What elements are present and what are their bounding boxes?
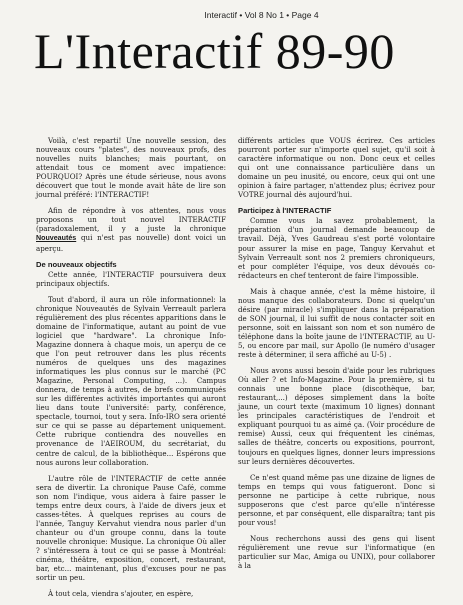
rubric-survival-paragraph: Ce n'est quand même pas une dizaine de lignes de temps en temps qui vous fatigueront. Donc si personne ne participe à cette rubrique, nous supposerons que c'est parce qu'elle n'intéresse personne, et par conséquent, elle disparaîtra; tant pis pour vous! bbox=[238, 472, 435, 527]
objectives-paragraph: Cette année, l'INTERACTIF poursuivera deux principaux objectifs. bbox=[36, 269, 226, 288]
nouveautes-link: Nouveautés bbox=[36, 234, 77, 243]
team-paragraph: Comme vous la savez probablement, la préparation d'un journal demande beaucoup de travail. Déjà, Yves Gaudreau s'est porté volontaire pour assurer la mise en page, Tanguy Kervahut et Sylvain Verreault sont nos 2 premiers chroniqueurs, et pour compléter l'équipe, vos deux dévoués co-rédacteurs en chef tenteront de faire l'impossible. bbox=[238, 216, 435, 280]
page-title: L'Interactif 89-90 bbox=[34, 23, 395, 79]
right-column bbox=[238, 136, 435, 577]
collaborators-paragraph: Mais à chaque année, c'est la même histoire, il nous manque des collaborateurs. Donc si quelqu'un désire (par miracle) s'impliquer dans la préparation de SON journal, il lui suffit de nous contacter soit en personne, soit en laissant son nom et son numéro de téléphone dans la boîte jaune de l'INTERACTIF, au U-5, ou encore par mail, sur Apollo (le numéro d'usager reste à déterminer, il sera affiché au U-5) . bbox=[238, 286, 435, 360]
articles-paragraph: différents articles que VOUS écrirez. Ces articles pourront porter sur n'importe quel sujet, qu'il soit à caractère informatique ou non. Donc ceux et celles qui ont une connaissance particulière dans un domaine un peu inusité, ou encore, ceux qui ont une opinion à faire partager, n'attendez plus; écrivez pour VOTRE journal dès aujourd'hui. bbox=[238, 136, 435, 200]
objectives-heading: De nouveaux objectifs bbox=[36, 259, 117, 269]
overview-paragraph: Afin de répondre à vos attentes, nous vous proposons un tout nouvel INTERACTIF (paradoxalement, il y a juste la chronique Nouveautés qui n'est pas nouvelle) dont voici un aperçu. bbox=[36, 206, 226, 253]
closing-left-paragraph: À tout cela, viendra s'ajouter, en espère, bbox=[48, 589, 194, 599]
rubrics-help-paragraph: Nous avons aussi besoin d'aide pour les rubriques Où aller ? et Info-Magazine. Pour la première, si tu connais une bonne place (discothèque, bar, restaurant,...) déposes simplement dans la boîte jaune, un court texte (maximum 10 lignes) donnant les principales caractéristiques de l'endroit et expliquant pourquoi tu as aimé ça. (Voir procédure de remise) Aussi, ceux qui fréquentent les cinémas, salles de théâtre, concerts ou expositions, pourront, toujours en quelques lignes, donner leurs impressions sur leurs dernières découvertes. bbox=[238, 366, 435, 466]
informational-role-paragraph: Tout d'abord, il aura un rôle informationnel: la chronique Nouveautés de Sylvain Verreault parlera régulièrement des plus récentes apparitions dans le domaine de l'informatique, autant au point de vue logiciel que "hardware". La chronique Info-Magazine donnera à chaque mois, un aperçu de ce que l'on peut retrouver dans les plus récents numéros de quelques uns des magazines informatiques les plus connus sur le marché (PC Magazine, Personal Computing, ...). Campus donnera, de temps à autres, de brefs communiqués sur les différentes activités importantes qui auront lieu dans toute l'université: party, conférence, spectacle, tournoi, tout y sera. Info-IRO sera orienté sur ce qui se passe au département uniquement. Cette rubrique contiendra des nouvelles en provenance de l'AEIROUM, du secrétariat, du centre de calcul, de la bibliothèque... Espérons que nous aurons leur collaboration. bbox=[36, 294, 226, 467]
participate-heading: Participez à l'INTERACTIF bbox=[238, 206, 332, 216]
readers-wanted-paragraph: Nous recherchons aussi des gens qui lisent régulièrement une revue sur l'informatique (en particulier sur Mac, Amiga ou UNIX), pour collaborer à la bbox=[238, 533, 435, 571]
left-column bbox=[36, 136, 226, 605]
entertainment-role-paragraph: L'autre rôle de l'INTERACTIF de cette année sera de divertir. La chronique Pause Café, comme son nom l'indique, vous aidera à faire passer le temps entre deux cours, à l'aide de divers jeux et casses-têtes. À quelques reprises au cours de l'année, Tanguy Kervahut viendra nous parler d'un chanteur ou d'un groupe connu, dans la toute nouvelle chronique: Musique. La chronique Où aller ? s'intéressera à tout ce qui se passe à Montréal: cinéma, théâtre, exposition, concert, restaurant, bar, etc... maintenant, plus d'excuses pour ne pas sortir un peu. bbox=[36, 473, 226, 583]
intro-paragraph: Voilà, c'est reparti! Une nouvelle session, des nouveaux cours "plates", des nouveaux profs, des nouvelles nuits blanches; mais pourtant, on attendait tous ce moment avec impatience: POURQUOI? Après une étude sérieuse, nous avons découvert que tout le monde avait hâte de lire son journal préféré: l'INTERACTIF! bbox=[36, 136, 226, 200]
running-head: Interactif • Vol 8 No 1 • Page 4 bbox=[204, 10, 319, 20]
